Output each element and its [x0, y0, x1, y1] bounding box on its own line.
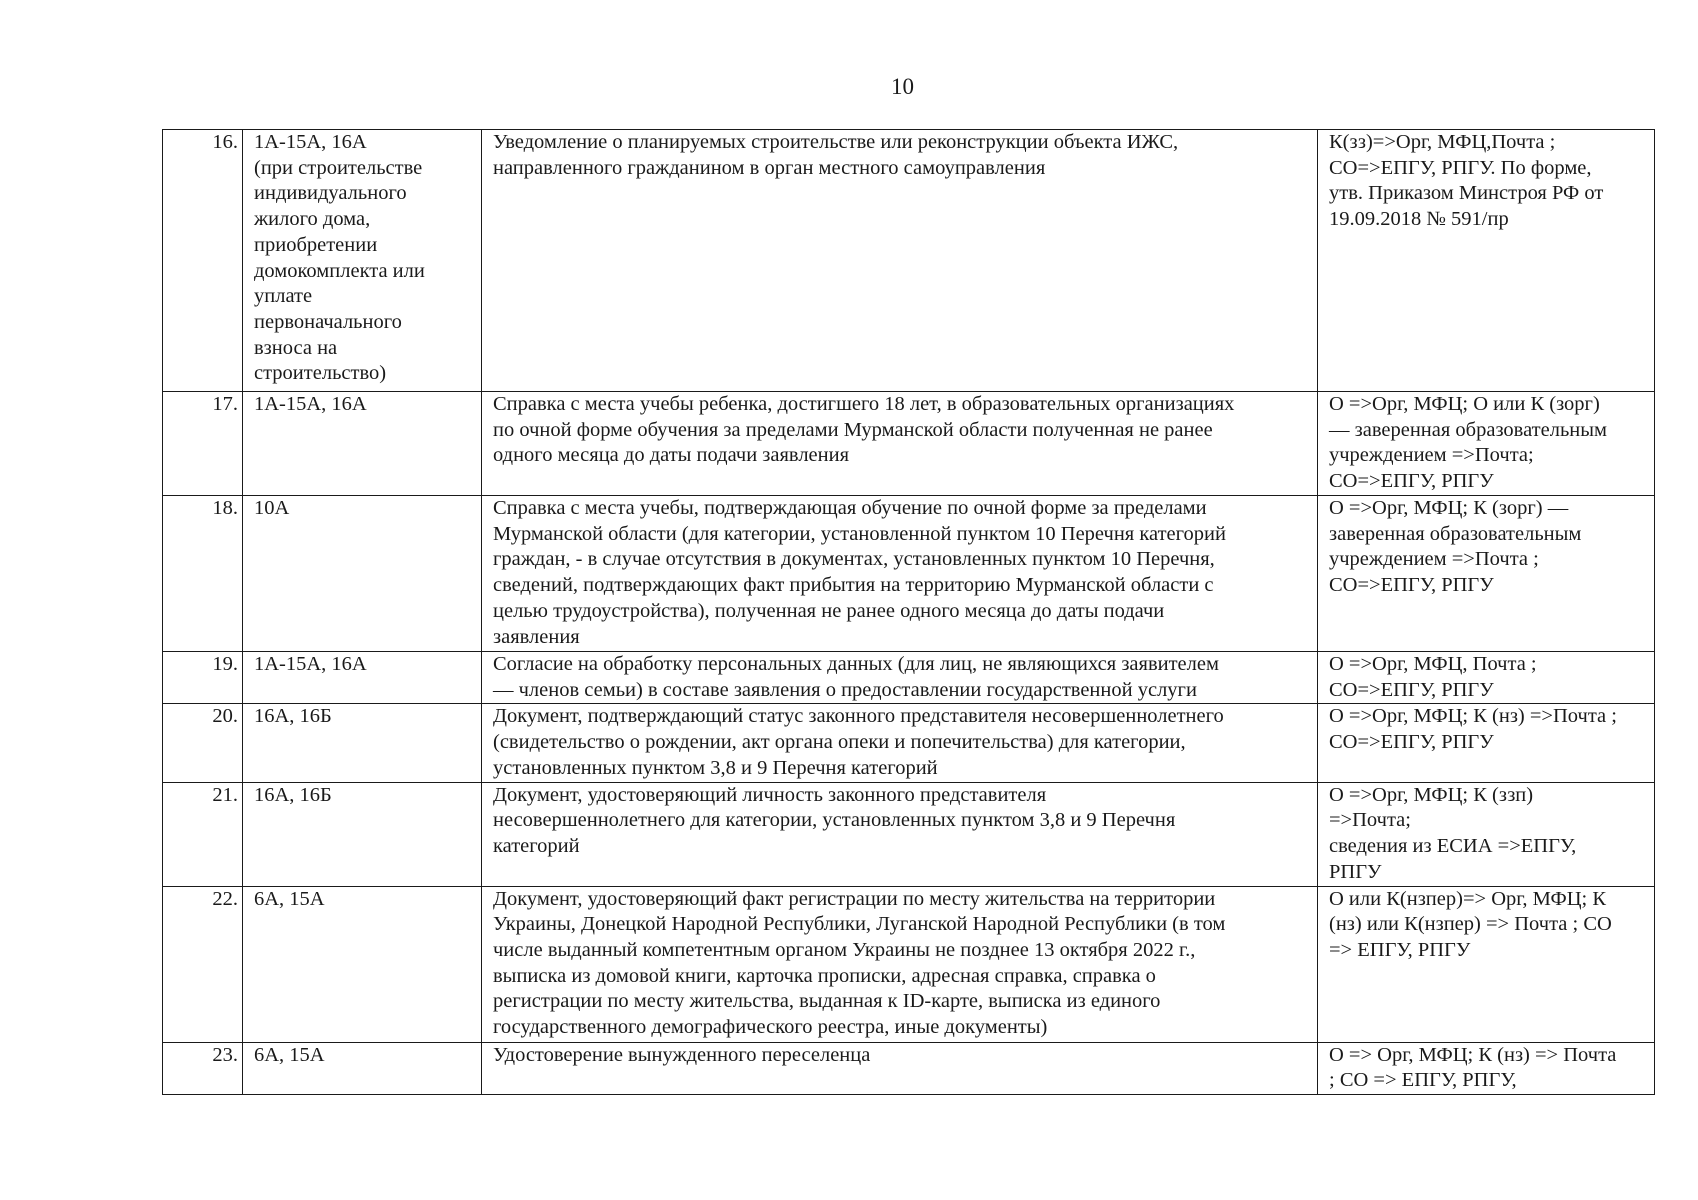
categories-cell — [243, 782, 482, 886]
categories-cell — [243, 130, 482, 392]
categories-text: 16А, 16Б — [254, 783, 332, 806]
document-cell — [482, 1042, 1318, 1094]
categories-cell — [243, 496, 482, 652]
submission-method-cell — [1318, 392, 1655, 496]
table-row — [163, 652, 1655, 704]
submission-method-text: О =>Орг, МФЦ, Почта ; СО=>ЕПГУ, РПГУ — [1329, 653, 1537, 701]
table-row — [163, 782, 1655, 886]
categories-cell — [243, 704, 482, 782]
documents-table-body — [163, 130, 1655, 1095]
categories-cell — [243, 1042, 482, 1094]
categories-text: 10А — [254, 497, 290, 519]
document-cell — [482, 392, 1318, 496]
document-cell — [482, 652, 1318, 704]
document-text: Документ, удостоверяющий личность законного представителя несовершеннолетнего для категории, установленных пунктом 3,8 и 9 Перечня категорий — [493, 783, 1176, 857]
categories-text: 1А-15А, 16А — [254, 393, 367, 415]
categories-cell — [243, 886, 482, 1042]
submission-method-cell — [1318, 496, 1655, 652]
row-number: 16. — [163, 130, 243, 392]
submission-method-cell — [1318, 704, 1655, 782]
document-cell — [482, 130, 1318, 392]
document-text: Согласие на обработку персональных данных (для лиц, не являющихся заявителем — членов семьи) в составе заявления о предоставлении государственной услуги — [493, 653, 1219, 701]
categories-text: 1А-15А, 16А — [254, 653, 367, 675]
row-number: 22. — [163, 886, 243, 1042]
categories-text: 6А, 15А — [254, 1043, 325, 1066]
page-number: 10 — [891, 74, 914, 99]
document-text: Справка с места учебы, подтверждающая обучение по очной форме за пределами Мурманской области (для категории, установленной пунктом 10 Перечня категорий граждан, - в случае отсутствия в документах, установленных пунктом 10 Перечня, сведений, подтверждающих факт прибытия на территорию Мурманской области с целью трудоустройства), полученная не ранее одного месяца до даты подачи заявления — [493, 497, 1226, 648]
categories-text: 1А-15А, 16А (при строительстве индивидуального жилого дома, приобретении домокомплекта или уплате первоначального взноса на строительство) — [254, 131, 425, 385]
table-row — [163, 886, 1655, 1042]
submission-method-text: О =>Орг, МФЦ; К (зорг) — заверенная образовательным учреждением =>Почта ; СО=>ЕПГУ, РПГУ — [1329, 497, 1582, 597]
document-text: Удостоверение вынужденного переселенца — [493, 1043, 871, 1066]
categories-cell — [243, 652, 482, 704]
document-text: Документ, удостоверяющий факт регистрации по месту жительства на территории Украины, Донецкой Народной Республики, Луганской Народной Республики (в том числе выданный компетентным органом Украины не позднее 13 октября 2022 г., выписка из домовой книги, карточка прописки, адресная справка, справка о регистрации по месту жительства, выданная к ID-карте, выписка из единого государственного демографического реестра, иные документы) — [493, 887, 1226, 1039]
row-number: 23. — [163, 1042, 243, 1094]
submission-method-text: О =>Орг, МФЦ; К (ззп) =>Почта; сведения из ЕСИА =>ЕПГУ, РПГУ — [1329, 783, 1577, 883]
document-cell — [482, 496, 1318, 652]
document-text: Документ, подтверждающий статус законного представителя несовершеннолетнего (свидетельство о рождении, акт органа опеки и попечительства) для категории, установленных пунктом 3,8 и 9 Перечня категорий — [493, 705, 1224, 779]
documents-table — [162, 129, 1655, 1095]
document-cell — [482, 704, 1318, 782]
submission-method-text: К(зз)=>Орг, МФЦ,Почта ; СО=>ЕПГУ, РПГУ. По форме, утв. Приказом Минстроя РФ от 19.09.2018 № 591/пр — [1329, 131, 1604, 231]
categories-text: 16А, 16Б — [254, 705, 332, 728]
table-row — [163, 392, 1655, 496]
row-number: 17. — [163, 392, 243, 496]
submission-method-text: О =>Орг, МФЦ; К (нз) =>Почта ; СО=>ЕПГУ, РПГУ — [1329, 705, 1617, 754]
row-number: 20. — [163, 704, 243, 782]
document-cell — [482, 782, 1318, 886]
submission-method-text: О или К(нзпер)=> Орг, МФЦ; К (нз) или К(нзпер) => Почта ; СО => ЕПГУ, РПГУ — [1329, 887, 1612, 961]
table-row — [163, 1042, 1655, 1094]
submission-method-cell — [1318, 782, 1655, 886]
row-number: 19. — [163, 652, 243, 704]
table-row — [163, 496, 1655, 652]
submission-method-cell — [1318, 886, 1655, 1042]
row-number: 21. — [163, 782, 243, 886]
document-text: Уведомление о планируемых строительстве или реконструкции объекта ИЖС, направленного гражданином в орган местного самоуправления — [493, 131, 1179, 179]
submission-method-text: О =>Орг, МФЦ; О или К (зорг) — заверенная образовательным учреждением =>Почта; СО=>ЕПГУ, РПГУ — [1329, 393, 1608, 493]
document-cell — [482, 886, 1318, 1042]
table-row — [163, 130, 1655, 392]
categories-cell — [243, 392, 482, 496]
row-number: 18. — [163, 496, 243, 652]
categories-text: 6А, 15А — [254, 887, 325, 910]
document-text: Справка с места учебы ребенка, достигшего 18 лет, в образовательных организациях по очной форме обучения за пределами Мурманской области полученная не ранее одного месяца до даты подачи заявления — [493, 393, 1235, 467]
submission-method-cell — [1318, 652, 1655, 704]
table-row — [163, 704, 1655, 782]
submission-method-cell — [1318, 130, 1655, 392]
submission-method-text: О => Орг, МФЦ; К (нз) => Почта ; СО => ЕПГУ, РПГУ, — [1329, 1043, 1617, 1092]
submission-method-cell — [1318, 1042, 1655, 1094]
